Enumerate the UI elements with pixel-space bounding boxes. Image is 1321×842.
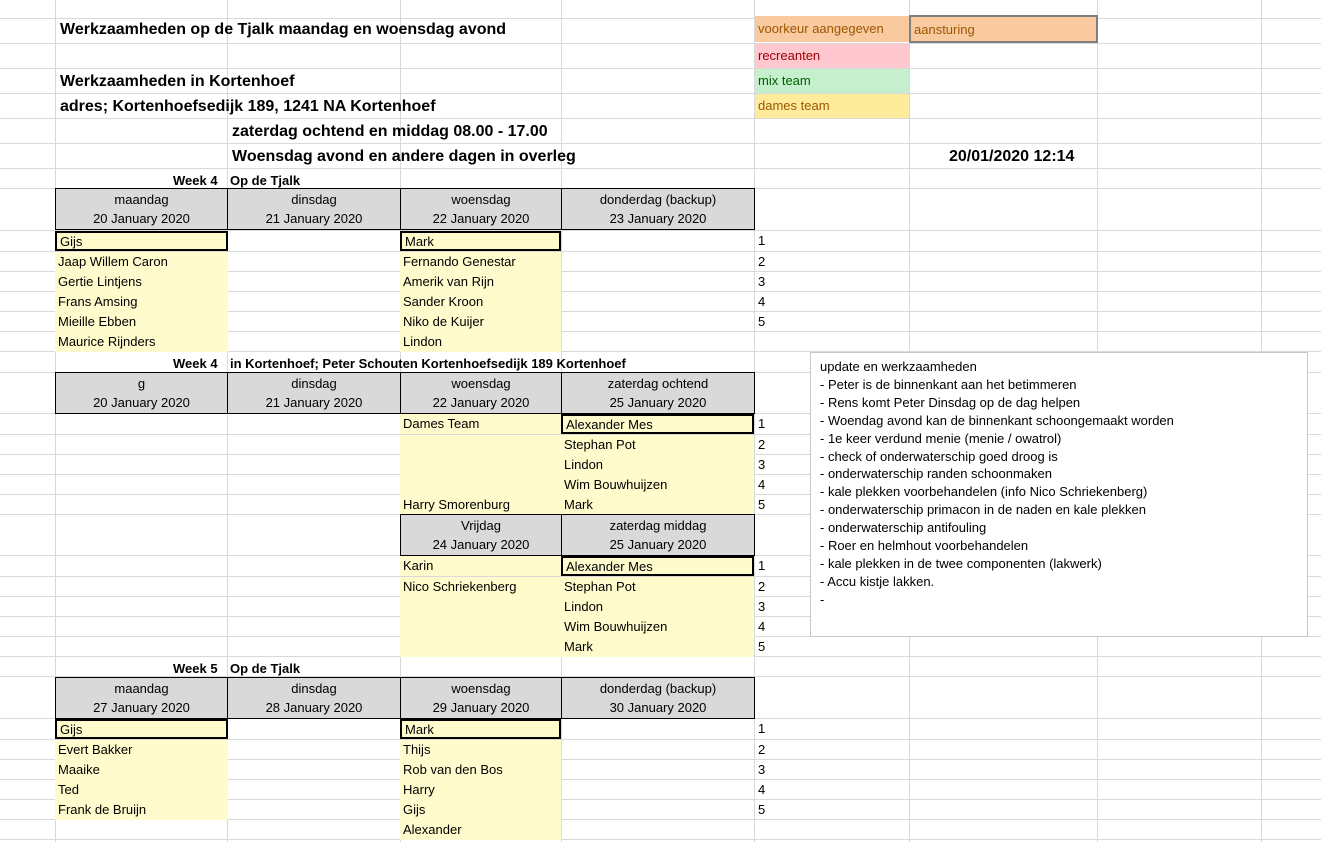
- week4-kortenhoef-zaterdag-ochtend-cell[interactable]: Mark: [561, 495, 754, 515]
- week4-tjalk-header-date: 21 January 2020: [265, 211, 363, 226]
- legend-mix-team[interactable]: mix team: [755, 69, 909, 93]
- week4-kortenhoef-zaterdag-middag-cell[interactable]: Wim Bouwhuijzen: [561, 617, 754, 637]
- week4-tjalk-maandag-cell[interactable]: Gertie Lintjens: [55, 272, 228, 292]
- week5-tjalk-subtitle[interactable]: Op de Tjalk: [230, 661, 301, 676]
- week4-kortenhoef-header[interactable]: [400, 372, 562, 414]
- week4-kortenhoef-vrijdag-cell[interactable]: Nico Schriekenberg: [400, 577, 561, 597]
- week5-tjalk-header-day: woensdag: [451, 681, 511, 696]
- week4-tjalk-woensdag-cell[interactable]: Mark: [400, 231, 561, 251]
- legend-preference[interactable]: voorkeur aangegeven: [755, 16, 909, 42]
- row-number: 4: [758, 619, 766, 634]
- week4-kortenhoef-header2-day: Vrijdag: [461, 518, 501, 533]
- week4-kortenhoef-woensdag-cell[interactable]: [400, 475, 561, 495]
- notes-item: - kale plekken in de twee componenten (lakwerk): [820, 555, 1102, 571]
- week5-tjalk-header[interactable]: [400, 677, 562, 719]
- week4-kortenhoef-vrijdag-cell[interactable]: [400, 637, 561, 657]
- week4-kortenhoef-zaterdag-middag-cell[interactable]: Alexander Mes: [561, 556, 754, 576]
- week4-kortenhoef-vrijdag-cell[interactable]: [400, 597, 561, 617]
- week4-tjalk-label[interactable]: Week 4: [173, 173, 218, 188]
- row-number: 3: [758, 274, 766, 289]
- notes-item: - onderwaterschip antifouling: [820, 520, 987, 536]
- week4-kortenhoef-zaterdag-ochtend-cell[interactable]: Stephan Pot: [561, 435, 754, 455]
- week4-tjalk-header-date: 23 January 2020: [609, 211, 707, 226]
- row-number: 3: [758, 762, 766, 777]
- row-number: 5: [758, 314, 766, 329]
- week4-tjalk-header[interactable]: [55, 188, 228, 230]
- week4-kortenhoef-header[interactable]: [55, 372, 228, 414]
- row-number: 2: [758, 254, 766, 269]
- week4-kortenhoef-zaterdag-ochtend-cell[interactable]: Lindon: [561, 455, 754, 475]
- week4-tjalk-woensdag-cell[interactable]: Niko de Kuijer: [400, 312, 561, 332]
- week4-tjalk-maandag-cell[interactable]: Mieille Ebben: [55, 312, 228, 332]
- week4-tjalk-header-day: maandag: [114, 192, 169, 207]
- week5-tjalk-header[interactable]: [55, 677, 228, 719]
- row-number: 4: [758, 782, 766, 797]
- week4-kortenhoef-woensdag-cell[interactable]: Dames Team: [400, 414, 561, 434]
- week5-tjalk-woensdag-cell[interactable]: Harry: [400, 780, 561, 800]
- week4-kortenhoef-header[interactable]: [227, 372, 401, 414]
- row-number: 5: [758, 497, 766, 512]
- week4-kortenhoef-zaterdag-middag-cell[interactable]: Lindon: [561, 597, 754, 617]
- week4-tjalk-woensdag-cell[interactable]: Sander Kroon: [400, 292, 561, 312]
- notes-item: - 1e keer verdund menie (menie / owatrol): [820, 430, 1062, 446]
- week4-tjalk-header-date: 22 January 2020: [432, 211, 530, 226]
- notes-item: - onderwaterschip primacon in de naden en kale plekken: [820, 502, 1146, 518]
- row-number: 5: [758, 639, 766, 654]
- week4-tjalk-header-day: woensdag: [451, 192, 511, 207]
- week5-tjalk-woensdag-cell[interactable]: Rob van den Bos: [400, 760, 561, 780]
- week4-tjalk-header[interactable]: [561, 188, 755, 230]
- week5-tjalk-maandag-cell[interactable]: Frank de Bruijn: [55, 800, 228, 820]
- notes-item: - check of onderwaterschip goed droog is: [820, 448, 1058, 464]
- legend-ladies-team[interactable]: dames team: [755, 94, 909, 118]
- week4-tjalk-subtitle[interactable]: Op de Tjalk: [230, 173, 301, 188]
- week4-tjalk-header[interactable]: [400, 188, 562, 230]
- notes-item: - Peter is de binnenkant aan het betimmeren: [820, 376, 1077, 392]
- week4-tjalk-maandag-cell[interactable]: Jaap Willem Caron: [55, 252, 228, 272]
- notes-list: [820, 376, 1298, 609]
- week4-tjalk-maandag-cell[interactable]: Frans Amsing: [55, 292, 228, 312]
- week5-tjalk-maandag-cell[interactable]: Evert Bakker: [55, 740, 228, 760]
- week4-tjalk-woensdag-cell[interactable]: Lindon: [400, 332, 561, 352]
- week5-tjalk-maandag-cell[interactable]: Maaike: [55, 760, 228, 780]
- week4-kortenhoef-vrijdag-cell[interactable]: [400, 617, 561, 637]
- week4-kortenhoef-header-day: dinsdag: [291, 376, 337, 391]
- notes-item: -: [820, 591, 825, 607]
- row-number: 3: [758, 599, 766, 614]
- week4-kortenhoef-label[interactable]: Week 4: [173, 356, 218, 371]
- week5-tjalk-maandag-cell[interactable]: Ted: [55, 780, 228, 800]
- week5-tjalk-header-day: maandag: [114, 681, 169, 696]
- notes-item: - Woendag avond kan de binnenkant schoongemaakt worden: [820, 412, 1174, 428]
- legend-recreants[interactable]: recreanten: [755, 44, 909, 68]
- week4-kortenhoef-header-day: zaterdag ochtend: [607, 376, 709, 391]
- week4-kortenhoef-zaterdag-middag-cell[interactable]: Mark: [561, 637, 754, 657]
- week4-kortenhoef-header2-date: 25 January 2020: [609, 537, 707, 552]
- week4-kortenhoef-woensdag-cell[interactable]: [400, 455, 561, 475]
- week5-tjalk-header-day: dinsdag: [291, 681, 337, 696]
- week4-kortenhoef-header-date: 20 January 2020: [93, 395, 190, 410]
- week4-tjalk-header-day: dinsdag: [291, 192, 337, 207]
- row-number: 4: [758, 477, 766, 492]
- week5-tjalk-header-day: donderdag (backup): [599, 681, 717, 696]
- location-title[interactable]: Werkzaamheden in Kortenhoef: [60, 73, 295, 90]
- notes-textbox[interactable]: [810, 352, 1308, 637]
- week4-kortenhoef-header2[interactable]: [561, 514, 755, 556]
- week4-tjalk-woensdag-cell[interactable]: Amerik van Rijn: [400, 272, 561, 292]
- week4-tjalk-header-date: 20 January 2020: [93, 211, 190, 226]
- week5-tjalk-maandag-cell[interactable]: Gijs: [55, 719, 228, 739]
- week4-kortenhoef-header-date: 21 January 2020: [265, 395, 363, 410]
- sheet-title[interactable]: Werkzaamheden op de Tjalk maandag en woensdag avond: [60, 21, 507, 38]
- row-number: 5: [758, 802, 766, 817]
- week5-tjalk-header[interactable]: [561, 677, 755, 719]
- notes-item: - Roer en helmhout voorbehandelen: [820, 538, 1029, 554]
- week5-tjalk-header-date: 29 January 2020: [432, 700, 530, 715]
- week4-tjalk-header[interactable]: [227, 188, 401, 230]
- row-number: 4: [758, 294, 766, 309]
- wednesday-note[interactable]: Woensdag avond en andere dagen in overleg: [232, 148, 576, 165]
- week5-tjalk-header-date: 30 January 2020: [609, 700, 707, 715]
- week4-tjalk-maandag-cell[interactable]: Gijs: [55, 231, 228, 251]
- address[interactable]: adres; Kortenhoefsedijk 189, 1241 NA Kortenhoef: [60, 98, 436, 115]
- week4-tjalk-maandag-cell[interactable]: Maurice Rijnders: [55, 332, 228, 352]
- row-number: 1: [758, 416, 766, 431]
- week4-kortenhoef-vrijdag-cell[interactable]: Karin: [400, 556, 561, 576]
- timestamp[interactable]: 20/01/2020 12:14: [949, 148, 1075, 165]
- week4-kortenhoef-header2[interactable]: [400, 514, 562, 556]
- week4-kortenhoef-subtitle[interactable]: in Kortenhoef; Peter Schouten Kortenhoefsedijk 189 Kortenhoef: [230, 356, 626, 371]
- week4-kortenhoef-header-day: woensdag: [451, 376, 511, 391]
- week4-kortenhoef-zaterdag-ochtend-cell[interactable]: Alexander Mes: [561, 414, 754, 434]
- week4-kortenhoef-zaterdag-ochtend-cell[interactable]: Wim Bouwhuijzen: [561, 475, 754, 495]
- week4-kortenhoef-header[interactable]: [561, 372, 755, 414]
- week4-kortenhoef-header2-day: zaterdag middag: [609, 518, 707, 533]
- week4-kortenhoef-header-date: 25 January 2020: [609, 395, 707, 410]
- week4-tjalk-woensdag-cell[interactable]: Fernando Genestar: [400, 252, 561, 272]
- week5-tjalk-header-date: 27 January 2020: [93, 700, 190, 715]
- row-number: 3: [758, 457, 766, 472]
- week4-kortenhoef-zaterdag-middag-cell[interactable]: Stephan Pot: [561, 577, 754, 597]
- row-number: 1: [758, 558, 766, 573]
- week4-kortenhoef-header2-date: 24 January 2020: [432, 537, 530, 552]
- week5-tjalk-woensdag-cell[interactable]: Mark: [400, 719, 561, 739]
- week5-tjalk-woensdag-cell[interactable]: Gijs: [400, 800, 561, 820]
- week5-tjalk-woensdag-cell[interactable]: Alexander: [400, 820, 561, 840]
- week5-tjalk-woensdag-cell[interactable]: Thijs: [400, 740, 561, 760]
- week4-kortenhoef-woensdag-cell[interactable]: Harry Smorenburg: [400, 495, 561, 515]
- week4-kortenhoef-header-day: g: [137, 376, 146, 391]
- week4-kortenhoef-woensdag-cell[interactable]: [400, 435, 561, 455]
- notes-title: update en werkzaamheden: [820, 359, 977, 374]
- row-number: 1: [758, 233, 766, 248]
- saturday-hours[interactable]: zaterdag ochtend en middag 08.00 - 17.00: [232, 123, 548, 140]
- row-number: 2: [758, 437, 766, 452]
- notes-item: - Accu kistje lakken.: [820, 573, 935, 589]
- row-number: 2: [758, 742, 766, 757]
- row-number: 2: [758, 579, 766, 594]
- notes-item: - kale plekken voorbehandelen (info Nico Schriekenberg): [820, 484, 1148, 500]
- week5-tjalk-header-date: 28 January 2020: [265, 700, 363, 715]
- week5-tjalk-header[interactable]: [227, 677, 401, 719]
- notes-item: - onderwaterschip randen schoonmaken: [820, 466, 1052, 482]
- week4-tjalk-header-day: donderdag (backup): [599, 192, 717, 207]
- week5-tjalk-label[interactable]: Week 5: [173, 661, 218, 676]
- row-number: 1: [758, 721, 766, 736]
- legend-steering[interactable]: aansturing: [909, 15, 1098, 43]
- week4-kortenhoef-header-date: 22 January 2020: [432, 395, 530, 410]
- notes-item: - Rens komt Peter Dinsdag op de dag helpen: [820, 394, 1081, 410]
